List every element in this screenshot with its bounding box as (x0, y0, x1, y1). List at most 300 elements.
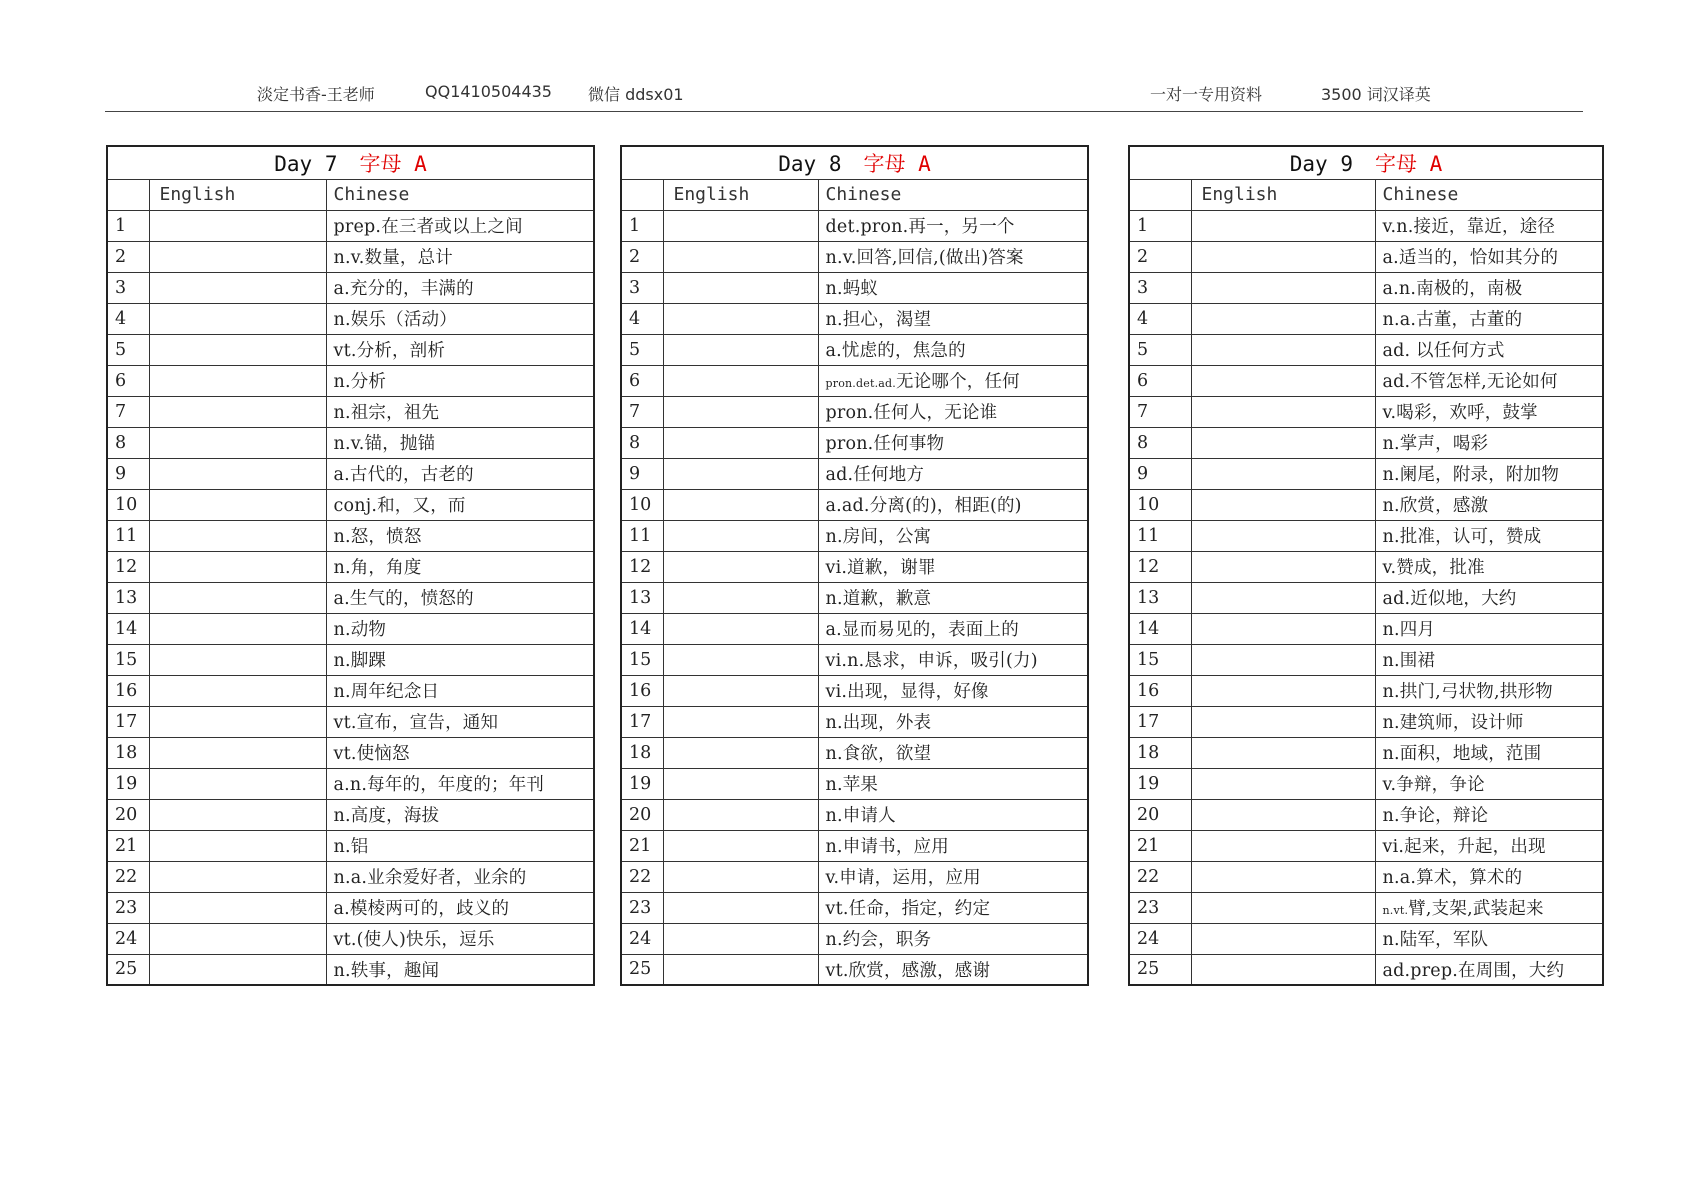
english-answer-cell[interactable] (663, 210, 818, 241)
row-number: 22 (107, 861, 149, 892)
table-row (1129, 830, 1603, 861)
english-answer-cell[interactable] (1191, 334, 1375, 365)
chinese-meaning: vt.(使人)快乐，逗乐 (333, 930, 495, 950)
english-answer-cell[interactable] (149, 675, 326, 706)
table-row (1129, 489, 1603, 520)
english-answer-cell[interactable] (663, 303, 818, 334)
english-answer-cell[interactable] (663, 675, 818, 706)
english-answer-cell[interactable] (1191, 737, 1375, 768)
table-row (1129, 737, 1603, 768)
chinese-meaning-cell (326, 272, 594, 303)
chinese-meaning-cell (818, 582, 1088, 613)
row-number: 18 (1129, 737, 1191, 768)
chinese-meaning: n.出现，外表 (825, 713, 932, 733)
chinese-meaning-cell (818, 737, 1088, 768)
chinese-meaning: n.角，角度 (333, 558, 422, 578)
table-row (1129, 551, 1603, 582)
english-answer-cell[interactable] (149, 644, 326, 675)
table-row (621, 520, 1088, 551)
chinese-meaning-cell (818, 861, 1088, 892)
chinese-meaning-cell (818, 365, 1088, 396)
row-number: 17 (621, 706, 663, 737)
row-number: 1 (107, 210, 149, 241)
chinese-meaning: vi.出现，显得，好像 (825, 682, 989, 702)
row-number: 16 (107, 675, 149, 706)
table-row (107, 365, 594, 396)
chinese-meaning: a.充分的，丰满的 (333, 279, 474, 299)
english-answer-cell[interactable] (149, 613, 326, 644)
english-answer-cell[interactable] (1191, 396, 1375, 427)
table-row (1129, 644, 1603, 675)
english-answer-cell[interactable] (1191, 458, 1375, 489)
english-answer-cell[interactable] (149, 954, 326, 985)
chinese-meaning-cell (1375, 706, 1603, 737)
chinese-meaning-cell (818, 427, 1088, 458)
chinese-meaning: n.苹果 (825, 775, 879, 795)
chinese-meaning-cell (818, 768, 1088, 799)
chinese-meaning: n.轶事，趣闻 (333, 960, 440, 981)
chinese-meaning: n.掌声，喝彩 (1382, 434, 1489, 454)
table-row (107, 272, 594, 303)
english-answer-cell[interactable] (663, 489, 818, 520)
row-number: 7 (621, 396, 663, 427)
table-row (1129, 954, 1603, 985)
table-row (621, 737, 1088, 768)
chinese-meaning-cell (1375, 458, 1603, 489)
row-number: 19 (621, 768, 663, 799)
english-answer-cell[interactable] (1191, 551, 1375, 582)
day-title (1129, 146, 1603, 179)
row-number: 4 (621, 303, 663, 334)
chinese-meaning-cell (1375, 737, 1603, 768)
row-number: 6 (621, 365, 663, 396)
english-answer-cell[interactable] (1191, 923, 1375, 954)
chinese-meaning-cell (326, 365, 594, 396)
english-answer-cell[interactable] (1191, 706, 1375, 737)
english-answer-cell[interactable] (149, 427, 326, 458)
table-row (621, 830, 1088, 861)
table-row (1129, 768, 1603, 799)
table-row (107, 613, 594, 644)
table-row (621, 644, 1088, 675)
chinese-meaning-cell (1375, 241, 1603, 272)
row-number: 14 (107, 613, 149, 644)
chinese-meaning-cell (326, 644, 594, 675)
header-teacher: 淡定书香-王老师 (257, 85, 375, 104)
chinese-meaning-cell (818, 799, 1088, 830)
chinese-meaning-cell (326, 396, 594, 427)
chinese-meaning-cell (326, 303, 594, 334)
day-label: Day 8 (778, 151, 842, 176)
day-label: Day 7 (274, 151, 338, 176)
letter-label: 字母 A (359, 151, 427, 176)
header-material: 一对一专用资料 (1150, 85, 1263, 104)
table-row (621, 551, 1088, 582)
chinese-meaning-cell (818, 303, 1088, 334)
chinese-meaning: n.怒，愤怒 (333, 527, 422, 547)
chinese-meaning-cell (1375, 768, 1603, 799)
chinese-meaning: vi.起来，升起，出现 (1382, 837, 1546, 857)
table-row (1129, 427, 1603, 458)
chinese-meaning: n.房间，公寓 (825, 527, 932, 547)
english-answer-cell[interactable] (149, 551, 326, 582)
table-row (1129, 520, 1603, 551)
row-number: 4 (1129, 303, 1191, 334)
row-number: 25 (621, 954, 663, 985)
chinese-meaning: v.赞成，批准 (1382, 558, 1485, 578)
row-number: 12 (621, 551, 663, 582)
day-title (621, 146, 1088, 179)
row-number: 24 (621, 923, 663, 954)
row-number: 20 (621, 799, 663, 830)
chinese-meaning-cell (818, 830, 1088, 861)
chinese-meaning: n.脚踝 (333, 651, 387, 671)
english-answer-cell[interactable] (663, 241, 818, 272)
chinese-meaning-cell (326, 520, 594, 551)
vocab-table-day-8 (620, 145, 1089, 986)
english-answer-cell[interactable] (149, 458, 326, 489)
chinese-meaning: n.拱门,弓状物,拱形物 (1382, 682, 1553, 702)
row-number: 1 (1129, 210, 1191, 241)
table-row (107, 551, 594, 582)
row-number: 11 (621, 520, 663, 551)
day-title (107, 146, 594, 179)
english-column-header: English (1191, 179, 1375, 210)
english-answer-cell[interactable] (149, 241, 326, 272)
chinese-meaning-cell (1375, 210, 1603, 241)
english-answer-cell[interactable] (663, 737, 818, 768)
chinese-meaning: ad.prep.在周围，大约 (1382, 960, 1565, 981)
chinese-meaning-cell (818, 241, 1088, 272)
table-row (621, 923, 1088, 954)
english-answer-cell[interactable] (1191, 675, 1375, 706)
english-answer-cell[interactable] (663, 768, 818, 799)
page-header (0, 82, 1683, 110)
row-number: 10 (1129, 489, 1191, 520)
english-column-header: English (663, 179, 818, 210)
chinese-meaning-cell (326, 613, 594, 644)
table-row (1129, 923, 1603, 954)
chinese-meaning-cell (1375, 675, 1603, 706)
row-number: 9 (1129, 458, 1191, 489)
letter-label: 字母 A (1374, 151, 1443, 176)
row-number: 8 (107, 427, 149, 458)
chinese-meaning: n.建筑师，设计师 (1382, 713, 1524, 733)
english-answer-cell[interactable] (663, 892, 818, 923)
english-answer-cell[interactable] (663, 396, 818, 427)
english-answer-cell[interactable] (663, 551, 818, 582)
row-number: 14 (621, 613, 663, 644)
english-answer-cell[interactable] (1191, 303, 1375, 334)
chinese-meaning: a.适当的，恰如其分的 (1382, 248, 1559, 268)
chinese-meaning: a.显而易见的，表面上的 (825, 620, 1019, 640)
chinese-meaning: n.a.算术，算术的 (1382, 868, 1523, 888)
english-answer-cell[interactable] (1191, 210, 1375, 241)
chinese-meaning-cell (818, 892, 1088, 923)
chinese-meaning: n.面积，地域，范围 (1382, 744, 1542, 764)
row-number: 5 (107, 334, 149, 365)
table-row (107, 675, 594, 706)
chinese-meaning-cell (818, 272, 1088, 303)
english-answer-cell[interactable] (663, 582, 818, 613)
chinese-meaning: n.v.数量，总计 (333, 248, 454, 268)
row-number: 18 (621, 737, 663, 768)
table-row (107, 582, 594, 613)
chinese-meaning: n.四月 (1382, 620, 1436, 640)
english-answer-cell[interactable] (149, 520, 326, 551)
english-answer-cell[interactable] (149, 582, 326, 613)
row-number: 9 (107, 458, 149, 489)
chinese-meaning-cell (326, 923, 594, 954)
row-number: 23 (107, 892, 149, 923)
chinese-meaning: vt.使恼怒 (333, 744, 410, 764)
chinese-meaning: pron.任何人，无论谁 (825, 403, 998, 423)
chinese-meaning-cell (326, 458, 594, 489)
table-row (107, 520, 594, 551)
chinese-meaning: det.pron.再一，另一个 (825, 217, 1015, 237)
table-row (621, 954, 1088, 985)
chinese-meaning-cell (1375, 334, 1603, 365)
chinese-meaning-cell (326, 582, 594, 613)
row-number: 2 (107, 241, 149, 272)
english-answer-cell[interactable] (1191, 489, 1375, 520)
english-answer-cell[interactable] (663, 799, 818, 830)
chinese-meaning: n.周年纪念日 (333, 682, 440, 702)
english-answer-cell[interactable] (663, 458, 818, 489)
english-answer-cell[interactable] (663, 427, 818, 458)
chinese-meaning-cell (818, 706, 1088, 737)
chinese-meaning-cell (1375, 830, 1603, 861)
english-answer-cell[interactable] (149, 303, 326, 334)
english-answer-cell[interactable] (1191, 272, 1375, 303)
english-answer-cell[interactable] (663, 923, 818, 954)
row-number: 2 (621, 241, 663, 272)
table-row (621, 613, 1088, 644)
row-number: 7 (107, 396, 149, 427)
english-answer-cell[interactable] (149, 768, 326, 799)
row-number: 1 (621, 210, 663, 241)
row-number: 13 (107, 582, 149, 613)
chinese-meaning: n.蚂蚁 (825, 279, 879, 299)
english-answer-cell[interactable] (149, 272, 326, 303)
chinese-meaning: 无论哪个，任何 (895, 372, 1020, 392)
english-answer-cell[interactable] (149, 861, 326, 892)
row-number: 10 (621, 489, 663, 520)
table-row (1129, 303, 1603, 334)
english-answer-cell[interactable] (663, 520, 818, 551)
row-number: 5 (1129, 334, 1191, 365)
english-answer-cell[interactable] (1191, 613, 1375, 644)
english-answer-cell[interactable] (149, 706, 326, 737)
chinese-meaning: vt.欣赏，感激，感谢 (825, 960, 991, 981)
table-row (621, 303, 1088, 334)
english-answer-cell[interactable] (663, 830, 818, 861)
english-answer-cell[interactable] (1191, 582, 1375, 613)
header-book: 3500 词汉译英 (1321, 85, 1431, 104)
chinese-meaning-cell (818, 954, 1088, 985)
row-number: 21 (621, 830, 663, 861)
table-row (107, 892, 594, 923)
table-row (621, 799, 1088, 830)
part-of-speech: pron.det.ad. (825, 377, 896, 390)
table-row (107, 737, 594, 768)
table-row (621, 427, 1088, 458)
english-answer-cell[interactable] (149, 396, 326, 427)
row-number: 8 (621, 427, 663, 458)
table-row (107, 799, 594, 830)
row-number: 6 (107, 365, 149, 396)
chinese-meaning-cell (1375, 644, 1603, 675)
vocab-table-day-7 (106, 145, 595, 986)
english-answer-cell[interactable] (149, 892, 326, 923)
row-number: 18 (107, 737, 149, 768)
column-header-row (621, 179, 1088, 210)
chinese-meaning: vt.任命，指定，约定 (825, 899, 991, 919)
english-answer-cell[interactable] (149, 489, 326, 520)
chinese-meaning: ad. 以任何方式 (1382, 341, 1505, 361)
chinese-meaning-cell (326, 241, 594, 272)
row-number: 11 (107, 520, 149, 551)
english-answer-cell[interactable] (1191, 241, 1375, 272)
row-number: 17 (107, 706, 149, 737)
chinese-meaning: n.动物 (333, 620, 387, 640)
row-number: 16 (621, 675, 663, 706)
table-row (107, 706, 594, 737)
chinese-meaning-cell (326, 675, 594, 706)
chinese-column-header: Chinese (1375, 179, 1603, 210)
chinese-meaning-cell (818, 644, 1088, 675)
row-number: 13 (1129, 582, 1191, 613)
row-number: 25 (107, 954, 149, 985)
english-answer-cell[interactable] (1191, 892, 1375, 923)
chinese-meaning: ad.不管怎样,无论如何 (1382, 372, 1558, 392)
english-answer-cell[interactable] (663, 954, 818, 985)
table-row (1129, 334, 1603, 365)
chinese-meaning-cell (1375, 396, 1603, 427)
table-row (107, 830, 594, 861)
header-rule (105, 111, 1583, 112)
row-number: 23 (621, 892, 663, 923)
english-answer-cell[interactable] (1191, 861, 1375, 892)
chinese-meaning: n.道歉，歉意 (825, 589, 932, 609)
chinese-meaning-cell (1375, 551, 1603, 582)
english-answer-cell[interactable] (1191, 799, 1375, 830)
row-number: 4 (107, 303, 149, 334)
table-row (621, 396, 1088, 427)
row-number: 12 (107, 551, 149, 582)
english-answer-cell[interactable] (663, 861, 818, 892)
chinese-meaning-cell (326, 334, 594, 365)
english-answer-cell[interactable] (663, 334, 818, 365)
row-number: 3 (621, 272, 663, 303)
table-row (107, 241, 594, 272)
number-column-header (1129, 179, 1191, 210)
chinese-meaning-cell (1375, 303, 1603, 334)
chinese-meaning: n.铝 (333, 837, 369, 857)
chinese-meaning: ad.任何地方 (825, 465, 925, 485)
chinese-meaning-cell (818, 675, 1088, 706)
row-number: 25 (1129, 954, 1191, 985)
table-row (107, 303, 594, 334)
english-answer-cell[interactable] (663, 644, 818, 675)
table-row (1129, 396, 1603, 427)
row-number: 24 (1129, 923, 1191, 954)
chinese-meaning: a.n.南极的，南极 (1382, 279, 1523, 299)
english-answer-cell[interactable] (663, 706, 818, 737)
chinese-meaning-cell (1375, 272, 1603, 303)
table-row (621, 706, 1088, 737)
table-row (107, 644, 594, 675)
row-number: 3 (107, 272, 149, 303)
chinese-meaning-cell (1375, 861, 1603, 892)
chinese-meaning: n.娱乐（活动） (333, 310, 457, 330)
chinese-meaning: n.欣赏，感激 (1382, 496, 1489, 516)
english-answer-cell[interactable] (149, 923, 326, 954)
table-row (1129, 861, 1603, 892)
english-column-header: English (149, 179, 326, 210)
chinese-meaning-cell (818, 923, 1088, 954)
chinese-meaning-cell (1375, 799, 1603, 830)
chinese-meaning: n.分析 (333, 372, 387, 392)
day-title-row (107, 146, 594, 179)
table-row (107, 427, 594, 458)
column-header-row (1129, 179, 1603, 210)
header-wechat: 微信 ddsx01 (588, 85, 684, 104)
table-row (107, 210, 594, 241)
english-answer-cell[interactable] (1191, 365, 1375, 396)
table-row (1129, 582, 1603, 613)
table-row (621, 582, 1088, 613)
english-answer-cell[interactable] (149, 830, 326, 861)
english-answer-cell[interactable] (663, 365, 818, 396)
chinese-meaning: n.阑尾，附录，附加物 (1382, 465, 1560, 485)
english-answer-cell[interactable] (149, 737, 326, 768)
chinese-meaning-cell (1375, 365, 1603, 396)
english-answer-cell[interactable] (1191, 427, 1375, 458)
chinese-meaning-cell (326, 768, 594, 799)
table-row (621, 489, 1088, 520)
chinese-meaning: n.申请人 (825, 806, 896, 826)
english-answer-cell[interactable] (663, 272, 818, 303)
english-answer-cell[interactable] (1191, 830, 1375, 861)
english-answer-cell[interactable] (149, 334, 326, 365)
chinese-meaning-cell (326, 737, 594, 768)
chinese-meaning: a.古代的，古老的 (333, 465, 474, 485)
row-number: 13 (621, 582, 663, 613)
english-answer-cell[interactable] (1191, 644, 1375, 675)
english-answer-cell[interactable] (1191, 768, 1375, 799)
english-answer-cell[interactable] (149, 799, 326, 830)
chinese-column-header: Chinese (818, 179, 1088, 210)
chinese-meaning-cell (326, 861, 594, 892)
table-row (1129, 706, 1603, 737)
chinese-column-header: Chinese (326, 179, 594, 210)
row-number: 15 (1129, 644, 1191, 675)
row-number: 22 (1129, 861, 1191, 892)
english-answer-cell[interactable] (1191, 954, 1375, 985)
english-answer-cell[interactable] (149, 210, 326, 241)
row-number: 14 (1129, 613, 1191, 644)
chinese-meaning: vt.分析，剖析 (333, 341, 446, 361)
row-number: 20 (107, 799, 149, 830)
chinese-meaning: a.模棱两可的，歧义的 (333, 899, 510, 919)
chinese-meaning-cell (1375, 489, 1603, 520)
chinese-meaning-cell (1375, 427, 1603, 458)
english-answer-cell[interactable] (149, 365, 326, 396)
english-answer-cell[interactable] (663, 613, 818, 644)
english-answer-cell[interactable] (1191, 520, 1375, 551)
table-row (1129, 799, 1603, 830)
